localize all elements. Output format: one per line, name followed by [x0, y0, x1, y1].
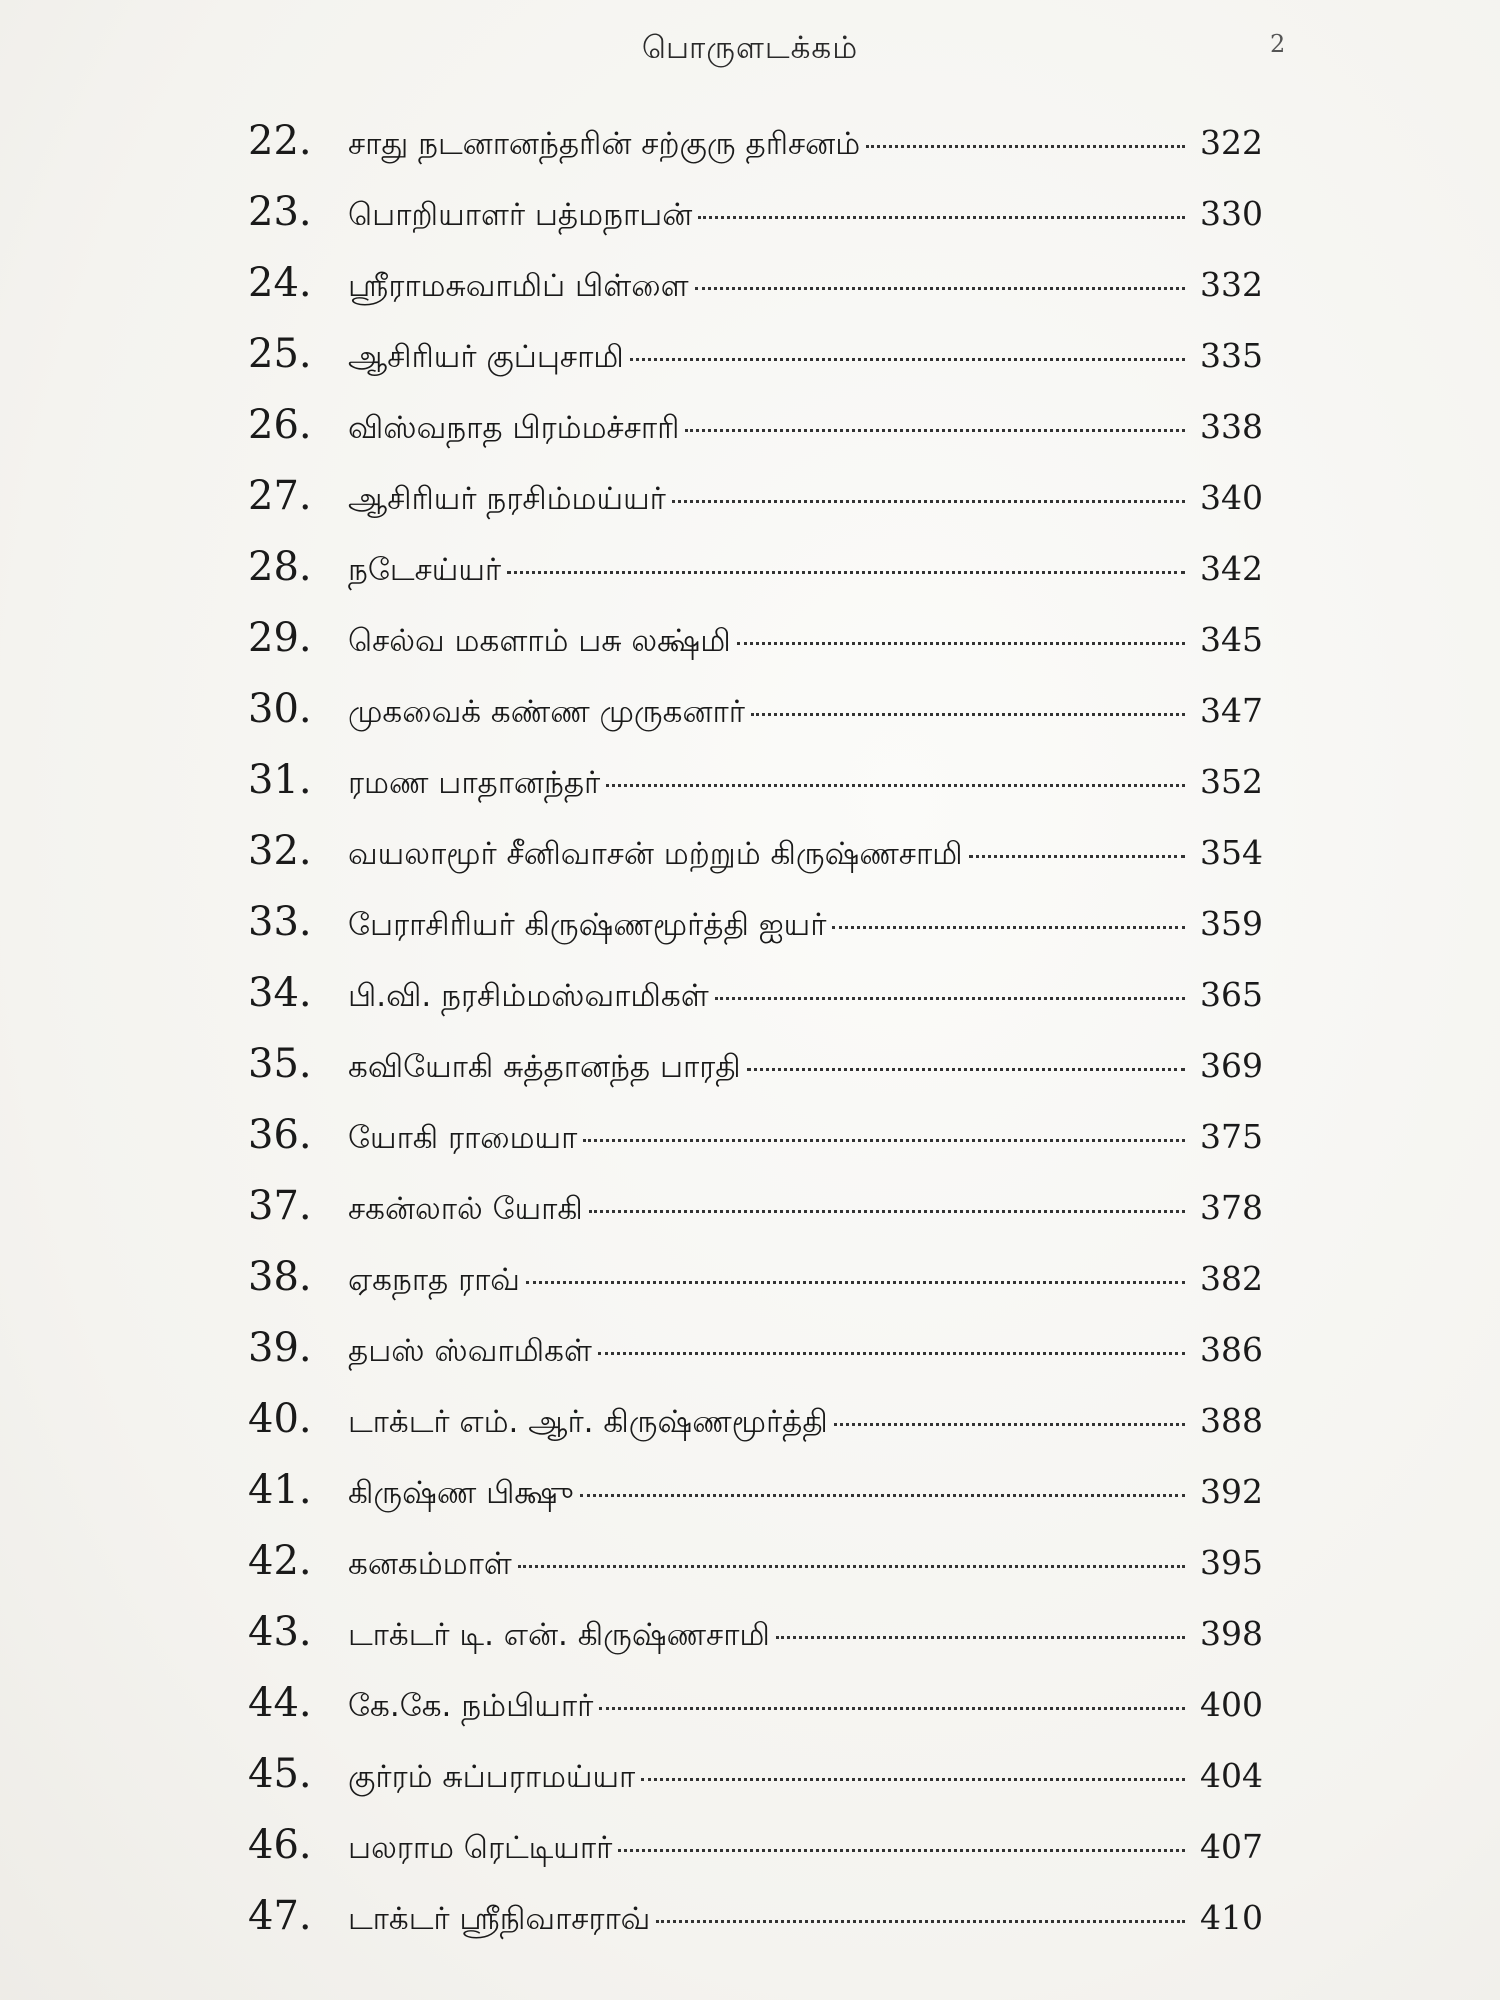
- toc-entry[interactable]: [248, 331, 1263, 402]
- toc-entry-page: 410: [1200, 1898, 1263, 1937]
- toc-entry[interactable]: [248, 970, 1263, 1041]
- toc-entry-title: செல்வ மகளாம் பசு லக்ஷ்மி: [348, 623, 731, 659]
- toc-entry-number: 23.: [248, 189, 312, 235]
- toc-entry-page: 332: [1200, 265, 1263, 304]
- toc-entry-title: ஏகநாத ராவ்: [348, 1262, 520, 1298]
- toc-entry[interactable]: [248, 1112, 1263, 1183]
- toc-entry[interactable]: [248, 544, 1263, 615]
- dot-leader: [776, 1636, 1185, 1639]
- toc-entry-page: 354: [1200, 833, 1263, 872]
- toc-entry-page: 404: [1200, 1756, 1263, 1795]
- toc-entry-page: 398: [1200, 1614, 1263, 1653]
- toc-entry-title: கவியோகி சுத்தானந்த பாரதி: [348, 1049, 741, 1085]
- dot-leader: [685, 429, 1185, 432]
- dot-leader: [751, 713, 1185, 716]
- toc-entry[interactable]: [248, 1822, 1263, 1893]
- dot-leader: [866, 145, 1185, 148]
- dot-leader: [832, 926, 1185, 929]
- dot-leader: [747, 1068, 1185, 1071]
- dot-leader: [737, 642, 1185, 645]
- toc-entry[interactable]: [248, 118, 1263, 189]
- toc-entry-number: 46.: [248, 1822, 312, 1868]
- toc-entry[interactable]: [248, 1751, 1263, 1822]
- dot-leader: [606, 784, 1185, 787]
- toc-entry-title: பி.வி. நரசிம்மஸ்வாமிகள்: [348, 978, 709, 1014]
- toc-entry-number: 40.: [248, 1396, 312, 1442]
- toc-entry-number: 35.: [248, 1041, 312, 1087]
- toc-entry-title: யோகி ராமையா: [348, 1120, 578, 1156]
- toc-entry-number: 29.: [248, 615, 312, 661]
- toc-entry-number: 44.: [248, 1680, 312, 1726]
- toc-entry-number: 33.: [248, 899, 312, 945]
- toc-entry-page: 388: [1200, 1401, 1263, 1440]
- toc-entry-page: 407: [1200, 1827, 1263, 1866]
- toc-entry-number: 47.: [248, 1893, 312, 1939]
- toc-entry-number: 41.: [248, 1467, 312, 1513]
- dot-leader: [969, 855, 1185, 858]
- toc-entry-title: முகவைக் கண்ண முருகனார்: [348, 694, 745, 730]
- toc-entry[interactable]: [248, 828, 1263, 899]
- toc-entry-number: 30.: [248, 686, 312, 732]
- toc-entry-number: 42.: [248, 1538, 312, 1584]
- toc-entry-number: 39.: [248, 1325, 312, 1371]
- toc-entry-page: 322: [1200, 123, 1263, 162]
- toc-entry-title: கனகம்மாள்: [348, 1546, 512, 1582]
- toc-entry[interactable]: [248, 402, 1263, 473]
- dot-leader: [580, 1494, 1185, 1497]
- toc-entry-number: 34.: [248, 970, 312, 1016]
- dot-leader: [641, 1778, 1185, 1781]
- toc-entry-page: 340: [1200, 478, 1263, 517]
- dot-leader: [589, 1210, 1185, 1213]
- toc-entry[interactable]: [248, 1183, 1263, 1254]
- toc-entry[interactable]: [248, 1609, 1263, 1680]
- dot-leader: [583, 1139, 1185, 1142]
- toc-entry-title: பொறியாளர் பத்மநாபன்: [348, 197, 693, 233]
- dot-leader: [695, 287, 1185, 290]
- toc-entry[interactable]: [248, 260, 1263, 331]
- toc-entry-page: 378: [1200, 1188, 1263, 1227]
- toc-entry[interactable]: [248, 686, 1263, 757]
- dot-leader: [672, 500, 1185, 503]
- toc-entry-title: பலராம ரெட்டியார்: [348, 1830, 613, 1866]
- toc-entry-page: 342: [1200, 549, 1263, 588]
- toc-entry-title: ஸ்ரீராமசுவாமிப் பிள்ளை: [348, 268, 689, 304]
- toc-entry-title: நடேசய்யர்: [348, 552, 502, 588]
- toc-entry[interactable]: [248, 1893, 1263, 1964]
- dot-leader: [618, 1849, 1185, 1852]
- toc-entry-number: 36.: [248, 1112, 312, 1158]
- toc-entry[interactable]: [248, 1680, 1263, 1751]
- toc-entry-page: 347: [1200, 691, 1263, 730]
- toc-entry-number: 27.: [248, 473, 312, 519]
- dot-leader: [834, 1423, 1185, 1426]
- toc-entry-page: 392: [1200, 1472, 1263, 1511]
- dot-leader: [518, 1565, 1185, 1568]
- dot-leader: [598, 1352, 1185, 1355]
- toc-entry-number: 28.: [248, 544, 312, 590]
- toc-entry-title: கிருஷ்ண பிக்ஷு: [348, 1475, 574, 1511]
- toc-entry-page: 395: [1200, 1543, 1263, 1582]
- dot-leader: [698, 216, 1185, 219]
- toc-entry[interactable]: [248, 615, 1263, 686]
- toc-entry-page: 375: [1200, 1117, 1263, 1156]
- page-number-mark: 2: [1270, 30, 1286, 58]
- toc-entry-title: கே.கே. நம்பியார்: [348, 1688, 594, 1724]
- dot-leader: [507, 571, 1185, 574]
- toc-entry[interactable]: [248, 1041, 1263, 1112]
- toc-entry-title: டாக்டர் டி. என். கிருஷ்ணசாமி: [348, 1617, 770, 1653]
- toc-entry-page: 382: [1200, 1259, 1263, 1298]
- toc-entry-page: 345: [1200, 620, 1263, 659]
- toc-entry-title: ஆசிரியர் நரசிம்மய்யர்: [348, 481, 666, 517]
- toc-entry-page: 335: [1200, 336, 1263, 375]
- toc-entry-title: வயலாமூர் சீனிவாசன் மற்றும் கிருஷ்ணசாமி: [348, 836, 963, 872]
- dot-leader: [630, 358, 1185, 361]
- toc-entry-page: 330: [1200, 194, 1263, 233]
- toc-entry-title: சாது நடனானந்தரின் சற்குரு தரிசனம்: [348, 126, 861, 162]
- toc-entry-page: 386: [1200, 1330, 1263, 1369]
- toc-entry-number: 43.: [248, 1609, 312, 1655]
- dot-leader: [715, 997, 1185, 1000]
- toc-entry-page: 365: [1200, 975, 1263, 1014]
- toc-entry-number: 25.: [248, 331, 312, 377]
- toc-entry-title: டாக்டர் ஸ்ரீநிவாசராவ்: [348, 1901, 651, 1937]
- toc-entry-title: பேராசிரியர் கிருஷ்ணமூர்த்தி ஐயர்: [348, 907, 827, 943]
- running-head-title: பொருளடக்கம்: [641, 30, 859, 66]
- toc-entry-page: 338: [1200, 407, 1263, 446]
- toc-entry-number: 31.: [248, 757, 312, 803]
- toc-entry-title: விஸ்வநாத பிரம்மச்சாரி: [348, 410, 680, 446]
- toc-entry-title: ரமண பாதானந்தர்: [348, 765, 601, 801]
- toc-entry-number: 26.: [248, 402, 312, 448]
- toc-entry-page: 369: [1200, 1046, 1263, 1085]
- toc-entry[interactable]: [248, 757, 1263, 828]
- toc-entry[interactable]: [248, 1538, 1263, 1609]
- toc-entry[interactable]: [248, 1254, 1263, 1325]
- toc-entry[interactable]: [248, 473, 1263, 544]
- toc-entry[interactable]: [248, 1467, 1263, 1538]
- toc-entry-title: சகன்லால் யோகி: [348, 1191, 583, 1227]
- toc-entry-title: தபஸ் ஸ்வாமிகள்: [348, 1333, 592, 1369]
- toc-entry[interactable]: [248, 189, 1263, 260]
- toc-entry-page: 359: [1200, 904, 1263, 943]
- toc-entry[interactable]: [248, 1325, 1263, 1396]
- toc-entry[interactable]: [248, 899, 1263, 970]
- toc-entry-title: டாக்டர் எம். ஆர். கிருஷ்ணமூர்த்தி: [348, 1404, 828, 1440]
- toc-entry-number: 38.: [248, 1254, 312, 1300]
- toc-entry-page: 400: [1200, 1685, 1263, 1724]
- toc-entry[interactable]: [248, 1396, 1263, 1467]
- toc-entry-title: ஆசிரியர் குப்புசாமி: [348, 339, 624, 375]
- dot-leader: [656, 1920, 1185, 1923]
- toc-entry-title: குர்ரம் சுப்பராமய்யா: [348, 1759, 636, 1795]
- toc-entry-number: 24.: [248, 260, 312, 306]
- toc-entry-page: 352: [1200, 762, 1263, 801]
- toc-entry-number: 22.: [248, 118, 312, 164]
- toc-entry-number: 37.: [248, 1183, 312, 1229]
- toc-entry-number: 45.: [248, 1751, 312, 1797]
- table-of-contents: [248, 118, 1263, 1964]
- dot-leader: [526, 1281, 1185, 1284]
- toc-entry-number: 32.: [248, 828, 312, 874]
- dot-leader: [599, 1707, 1185, 1710]
